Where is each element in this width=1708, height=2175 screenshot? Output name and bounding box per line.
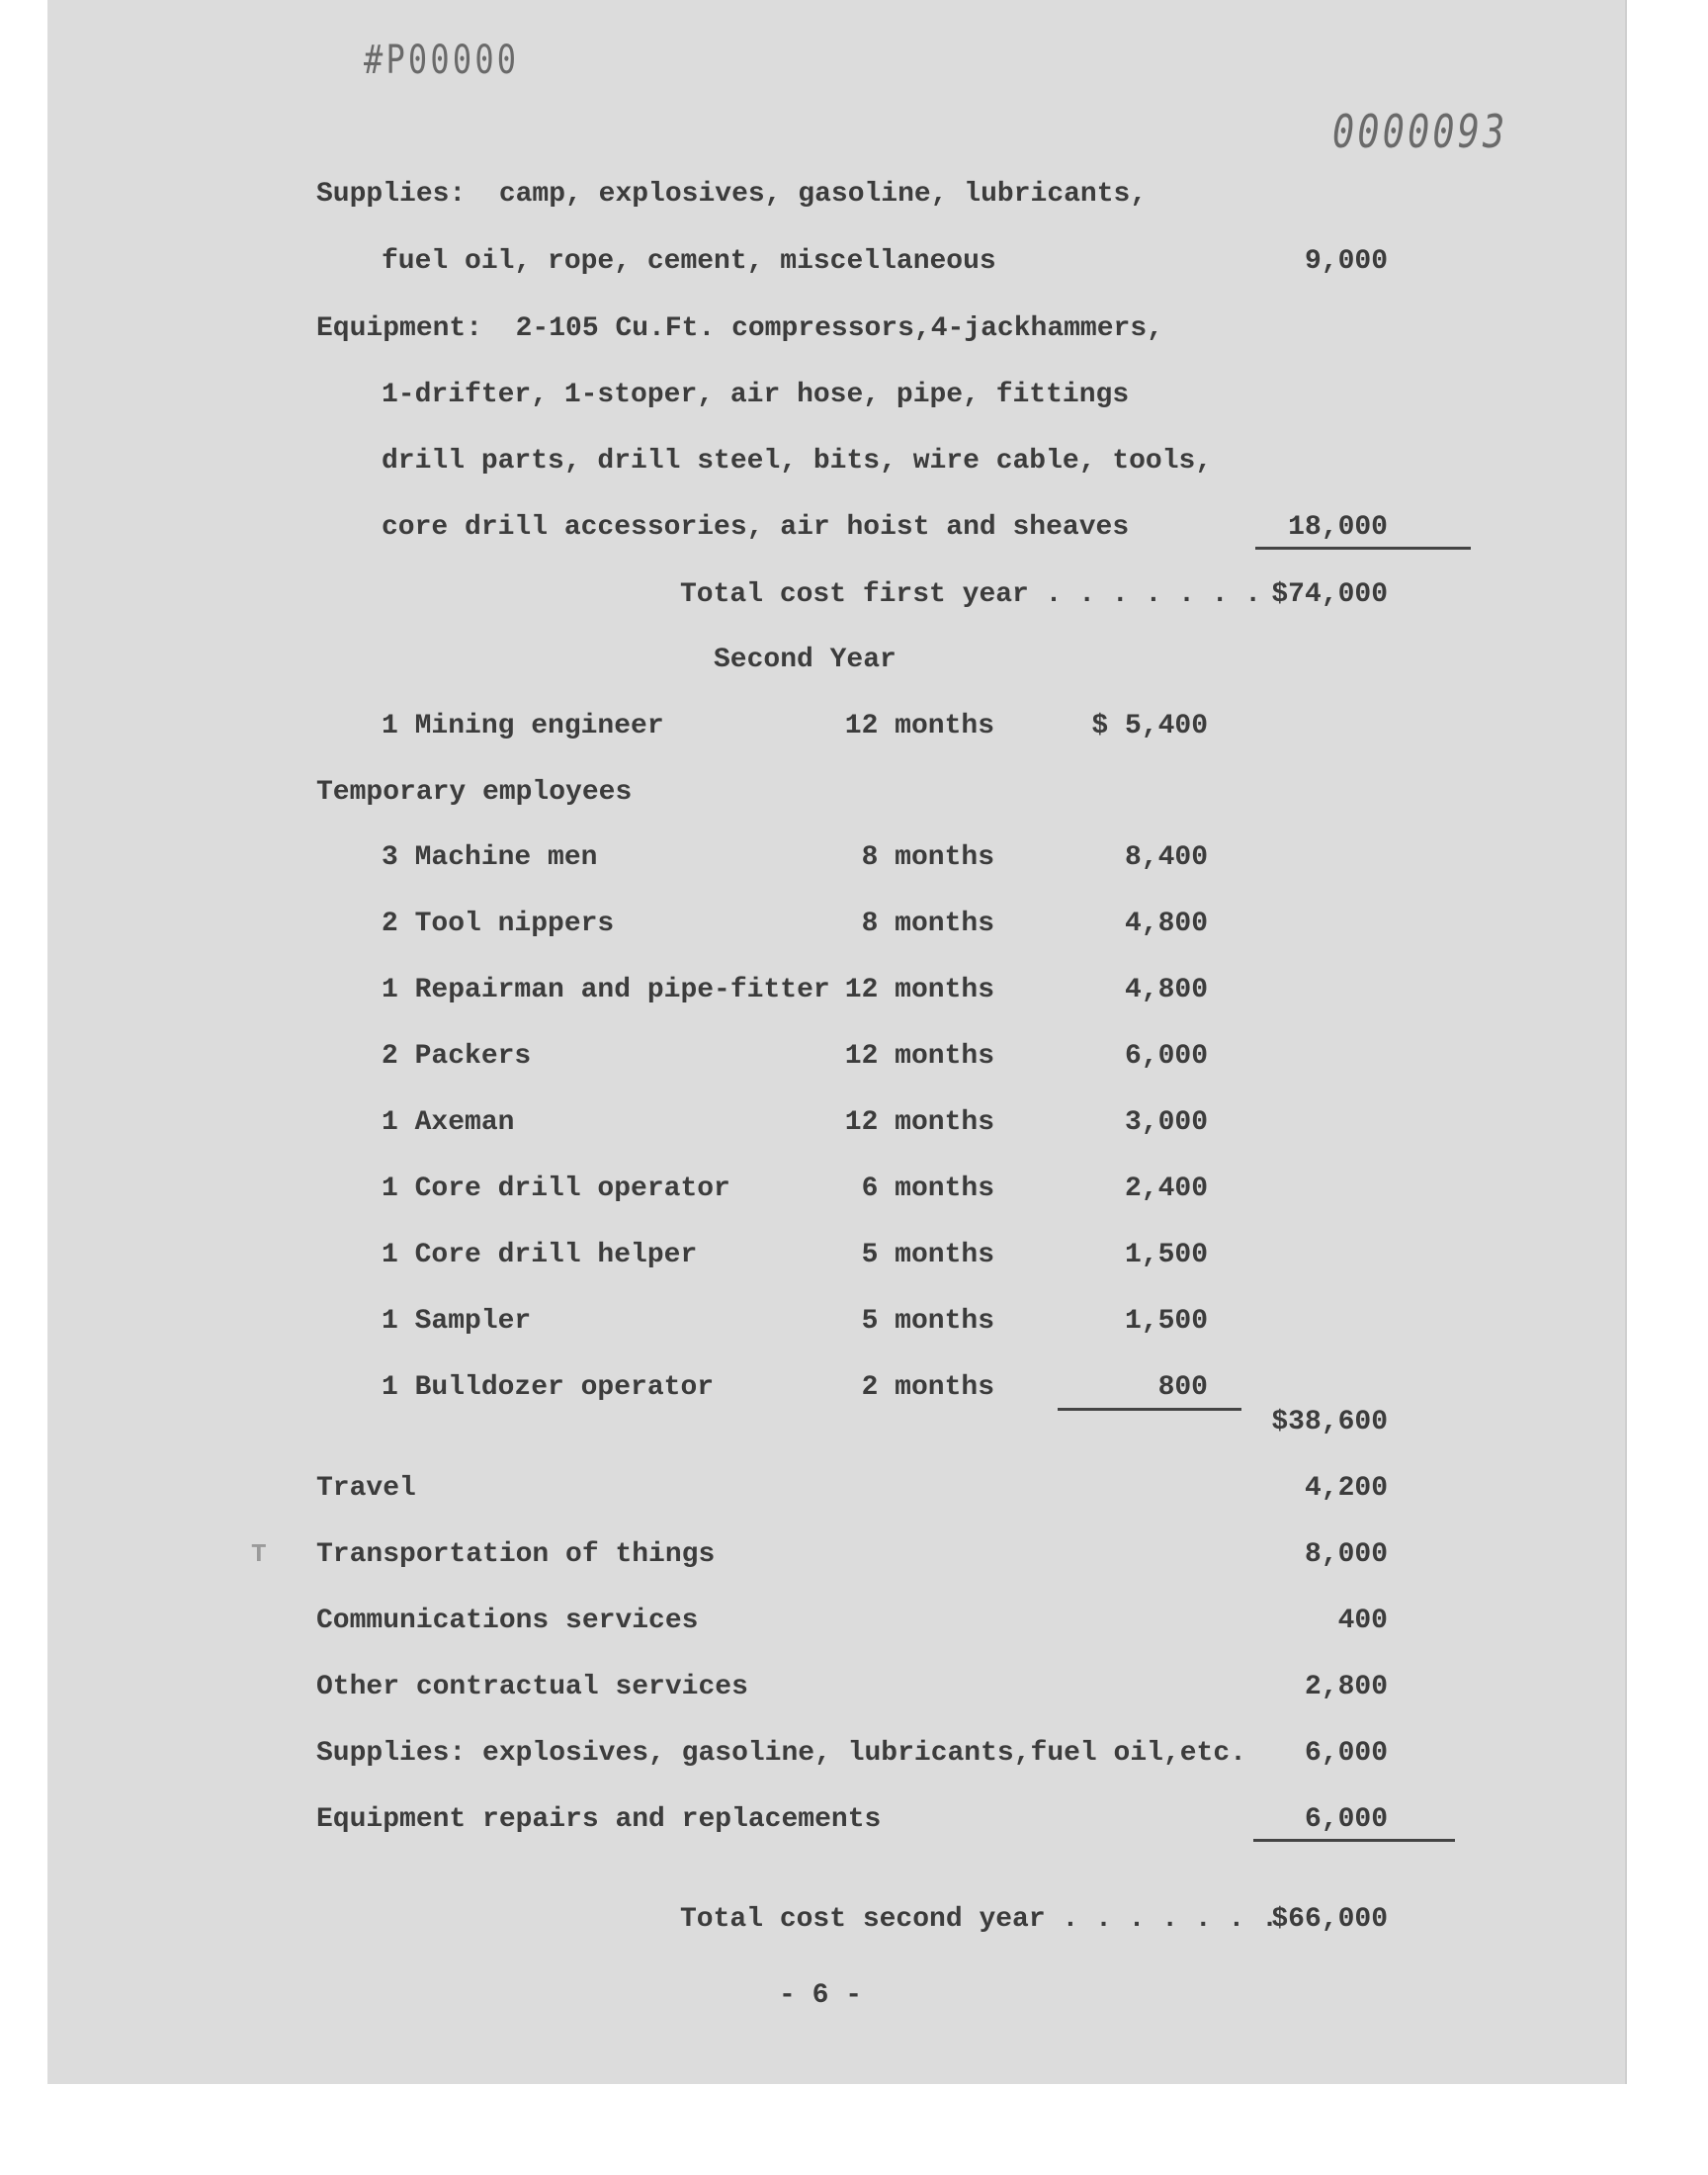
supplies-line-1: Supplies: camp, explosives, gasoline, lubricants,: [316, 179, 1148, 210]
employee-row-amount: 4,800: [1124, 909, 1208, 939]
employee-row-label: 1 Core drill operator: [382, 1174, 730, 1204]
employee-row-period: 12 months: [844, 975, 994, 1005]
employee-row-period: 6 months: [861, 1174, 994, 1204]
employee-row-label: 2 Packers: [382, 1041, 532, 1072]
temporary-employees-heading: Temporary employees: [316, 777, 633, 808]
employee-row-period: 12 months: [844, 1041, 994, 1072]
other-item-amount: 2,800: [1304, 1672, 1388, 1702]
margin-mark: T: [251, 1539, 267, 1569]
employee-row-label: 1 Axeman: [382, 1107, 515, 1138]
personnel-subtotal: $38,600: [1271, 1407, 1388, 1437]
equipment-line-4: core drill accessories, air hoist and sheaves: [382, 512, 1130, 543]
other-item-amount: 6,000: [1304, 1804, 1388, 1835]
total-first-year-amount: $74,000: [1271, 579, 1388, 610]
employee-row-amount: 800: [1157, 1372, 1208, 1403]
employee-row-label: 2 Tool nippers: [382, 909, 615, 939]
employee-row-amount: 3,000: [1124, 1107, 1208, 1138]
second-year-heading: Second Year: [714, 645, 897, 675]
employee-row-label: 1 Bulldozer operator: [382, 1372, 715, 1403]
other-item-amount: 4,200: [1304, 1473, 1388, 1504]
total-first-year-label: Total cost first year . . . . . . .: [680, 579, 1262, 610]
other-item-label: Communications services: [316, 1606, 699, 1636]
other-item-label: Transportation of things: [316, 1539, 716, 1570]
employee-row-amount: 1,500: [1124, 1306, 1208, 1337]
other-item-label: Travel: [316, 1473, 416, 1504]
employee-row-amount: 4,800: [1124, 975, 1208, 1005]
employee-row-amount: 1,500: [1124, 1240, 1208, 1270]
equipment-line-3: drill parts, drill steel, bits, wire cable, tools,: [382, 446, 1213, 477]
other-item-amount: 400: [1337, 1606, 1388, 1636]
total-second-year-amount: $66,000: [1271, 1904, 1388, 1935]
employee-row-amount: 6,000: [1124, 1041, 1208, 1072]
other-item-label: Equipment repairs and replacements: [316, 1804, 882, 1835]
employee-row-amount: 2,400: [1124, 1174, 1208, 1204]
employee-row-period: 2 months: [861, 1372, 994, 1403]
employee-row-label: 1 Repairman and pipe-fitter: [382, 975, 830, 1005]
employee-row-period: 5 months: [861, 1306, 994, 1337]
stamp-top-right: 0000093: [1332, 105, 1508, 158]
employee-row-label: 1 Sampler: [382, 1306, 532, 1337]
employee-row-label: 1 Core drill helper: [382, 1240, 698, 1270]
mining-engineer-amount: $ 5,400: [1091, 711, 1208, 741]
other-item-label: Supplies: explosives, gasoline, lubricants,fuel oil,etc.: [316, 1738, 1246, 1769]
employee-row-period: 8 months: [861, 842, 994, 873]
supplies-amount: 9,000: [1304, 246, 1388, 277]
equipment-underline: [1255, 547, 1471, 550]
employee-row-period: 8 months: [861, 909, 994, 939]
page-number: - 6 -: [778, 1980, 862, 2011]
employee-row-period: 5 months: [861, 1240, 994, 1270]
personnel-underline: [1058, 1408, 1241, 1411]
mining-engineer-label: 1 Mining engineer: [382, 711, 664, 741]
stamp-top-left: #P00000: [364, 38, 520, 83]
equipment-line-2: 1-drifter, 1-stoper, air hose, pipe, fittings: [382, 380, 1130, 410]
other-items-underline: [1253, 1839, 1455, 1842]
mining-engineer-period: 12 months: [844, 711, 994, 741]
supplies-line-2: fuel oil, rope, cement, miscellaneous: [382, 246, 996, 277]
employee-row-label: 3 Machine men: [382, 842, 598, 873]
employee-row-amount: 8,400: [1124, 842, 1208, 873]
other-item-label: Other contractual services: [316, 1672, 748, 1702]
employee-row-period: 12 months: [844, 1107, 994, 1138]
equipment-line-1: Equipment: 2-105 Cu.Ft. compressors,4-jackhammers,: [316, 313, 1163, 344]
equipment-amount: 18,000: [1288, 512, 1388, 543]
other-item-amount: 8,000: [1304, 1539, 1388, 1570]
total-second-year-label: Total cost second year . . . . . . .: [680, 1904, 1278, 1935]
other-item-amount: 6,000: [1304, 1738, 1388, 1769]
